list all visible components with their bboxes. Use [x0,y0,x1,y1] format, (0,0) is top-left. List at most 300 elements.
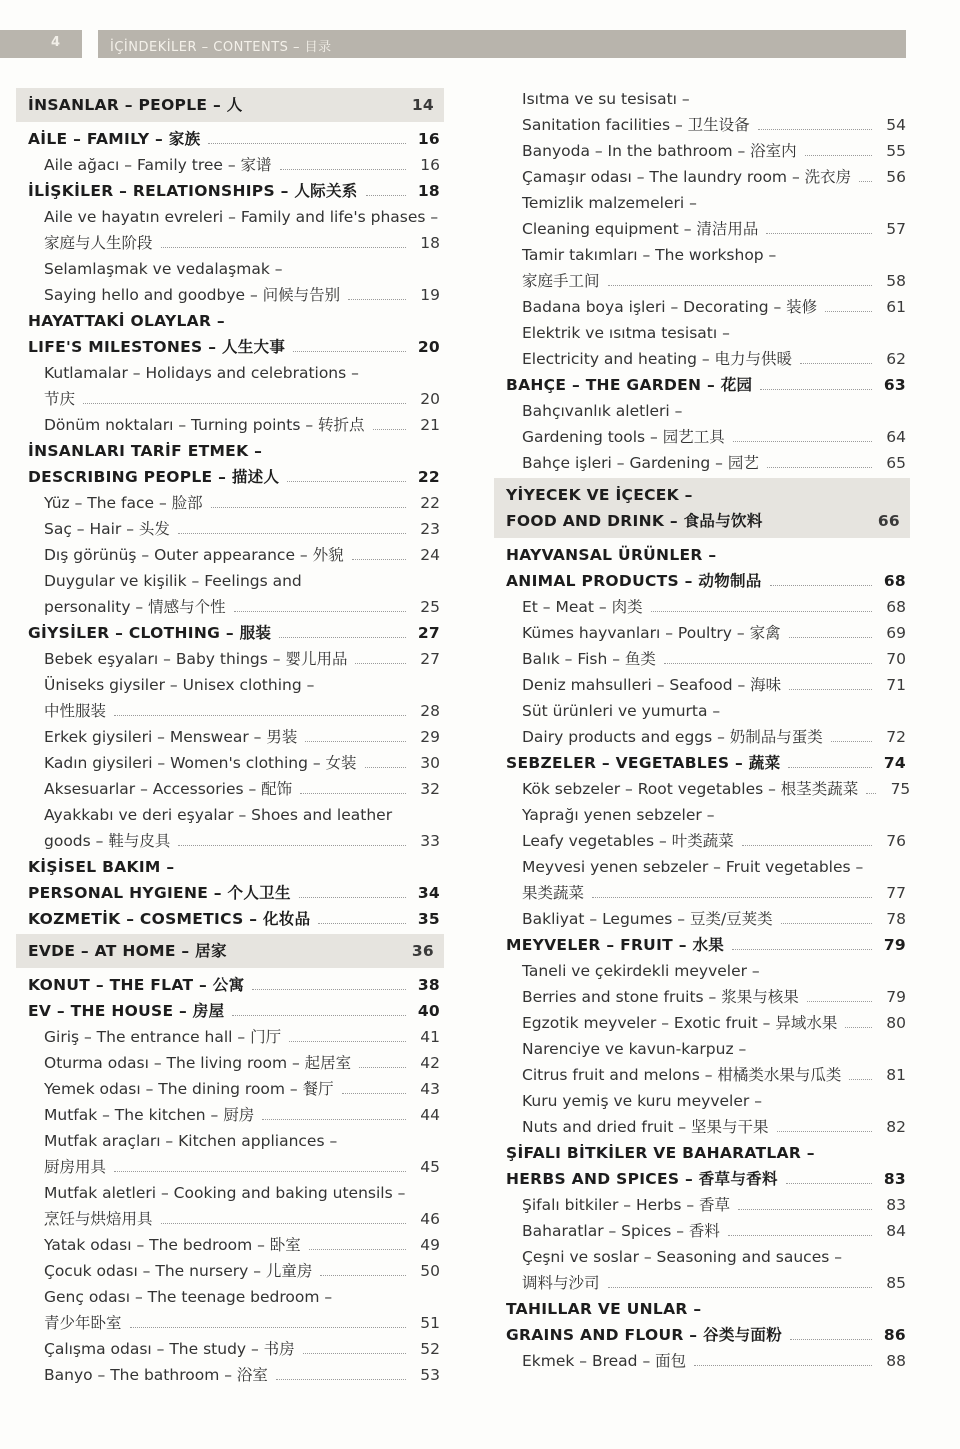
toc-entry-line [506,1322,910,1348]
toc-page-number: 16 [420,156,440,174]
toc-entry-title: KONUT – THE FLAT – 公寓 [28,976,245,994]
toc-page-number: 24 [420,546,440,564]
toc-page-number: 30 [420,754,440,772]
toc-entry-title: BAHÇE – THE GARDEN – 花园 [506,376,753,394]
dot-leader [789,637,872,638]
dot-leader [770,585,872,586]
dot-leader [293,351,406,352]
toc-subentry[interactable] [16,1284,444,1336]
dot-leader [130,1327,406,1328]
toc-subentry[interactable] [16,568,444,620]
toc-entry-title: Erkek giysileri – Menswear – 男装 [44,728,298,746]
toc-subentry[interactable] [494,1218,910,1244]
toc-entry-title: goods – 鞋与皮具 [44,832,171,850]
toc-page-number: 22 [417,468,440,486]
toc-entry-line [44,152,444,178]
toc-subentry[interactable] [494,1036,910,1088]
toc-entry-title: Gardening tools – 园艺工具 [522,428,725,446]
toc-entry-title: personality – 情感与个性 [44,598,226,616]
toc-entry-line [522,450,910,476]
dot-leader [352,559,406,560]
dot-leader [348,299,406,300]
toc-subentry[interactable] [494,906,910,932]
toc-entry-title: 家庭与人生阶段 [44,234,153,252]
toc-subentry[interactable] [494,242,910,294]
toc-entry-line [522,1010,910,1036]
toc-page-number: 61 [886,298,906,316]
toc-entry-line [506,508,910,534]
toc-subentry[interactable] [16,256,444,308]
toc-subentry[interactable] [494,698,910,750]
dot-leader [760,389,872,390]
toc-entry-title: Leafy vegetables – 叶类蔬菜 [522,832,734,850]
toc-entry-title: Bahçe işleri – Gardening – 园艺 [522,454,759,472]
dot-leader [178,845,406,846]
toc-entry-title: Baharatlar – Spices – 香料 [522,1222,720,1240]
toc-subentry[interactable] [16,802,444,854]
toc-entry-line [522,906,910,932]
toc-entry-line [28,972,444,998]
toc-entry-line [522,1192,910,1218]
toc-entry-title: Banyoda – In the bathroom – 浴室内 [522,142,797,160]
toc-entry-line [522,242,910,268]
toc-entry-line [522,1270,910,1296]
toc-subentry[interactable] [16,672,444,724]
toc-entry-title: ŞİFALI BİTKİLER VE BAHARATLAR – [506,1144,815,1162]
toc-chapter-entry[interactable] [16,972,444,998]
toc-subentry[interactable] [494,958,910,1010]
toc-chapter-entry[interactable] [494,372,910,398]
toc-entry-line [506,932,910,958]
toc-page-number: 19 [420,286,440,304]
toc-chapter-entry[interactable] [16,178,444,204]
toc-page-number: 20 [417,338,440,356]
page-number: 4 [50,35,60,50]
toc-entry-title: Saç – Hair – 头发 [44,520,170,538]
toc-subentry[interactable] [494,802,910,854]
dot-leader [694,1365,872,1366]
toc-subentry[interactable] [494,1192,910,1218]
toc-entry-title: Narenciye ve kavun-karpuz – [522,1040,747,1058]
toc-page-number: 45 [420,1158,440,1176]
toc-subentry[interactable] [494,672,910,698]
toc-subentry[interactable] [494,646,910,672]
dot-leader [767,467,872,468]
toc-subentry[interactable] [494,854,910,906]
toc-entry-line [44,1076,444,1102]
toc-entry-line [44,386,444,412]
dot-leader [849,1079,872,1080]
toc-entry-title: Et – Meat – 肉类 [522,598,643,616]
toc-entry-line [522,1114,910,1140]
toc-entry-line [44,828,444,854]
toc-entry-line [44,776,444,802]
toc-entry-title: Çalışma odası – The study – 书房 [44,1340,295,1358]
toc-page-number: 20 [420,390,440,408]
dot-leader [786,1183,872,1184]
toc-page-number: 55 [886,142,906,160]
toc-entry-line [44,698,444,724]
toc-entry-line [522,138,910,164]
toc-page-number: 79 [886,988,906,1006]
toc-entry-line [44,230,444,256]
dot-leader [318,923,406,924]
toc-page-number: 83 [883,1170,906,1188]
toc-entry-line [506,372,910,398]
toc-entry-title: Mutfak araçları – Kitchen appliances – [44,1132,338,1150]
toc-entry-line [44,412,444,438]
dot-leader [365,767,406,768]
toc-entry-title: Saying hello and goodbye – 问候与告别 [44,286,341,304]
toc-page-number: 16 [417,130,440,148]
toc-subentry[interactable] [494,398,910,450]
toc-page-number: 36 [411,942,434,960]
toc-page-number: 35 [417,910,440,928]
toc-entry-title: EV – THE HOUSE – 房屋 [28,1002,225,1020]
toc-entry-title: Selamlaşmak ve vedalaşmak – [44,260,283,278]
toc-entry-title: Bebek eşyaları – Baby things – 婴儿用品 [44,650,348,668]
toc-entry-line [44,1258,444,1284]
toc-page-number: 85 [886,1274,906,1292]
toc-entry-title: MEYVELER – FRUIT – 水果 [506,936,725,954]
toc-entry-line [28,620,444,646]
toc-page-number: 41 [420,1028,440,1046]
dot-leader [114,715,406,716]
dot-leader [276,1379,406,1380]
toc-page-number: 76 [886,832,906,850]
dot-leader [807,1001,872,1002]
toc-chapter-entry[interactable] [494,1296,910,1348]
toc-subentry[interactable] [494,1010,910,1036]
toc-page-number: 44 [420,1106,440,1124]
toc-chapter-entry[interactable] [16,906,444,932]
toc-entry-title: 调料与沙司 [522,1274,600,1292]
toc-page-number: 68 [886,598,906,616]
dot-leader [788,767,872,768]
toc-entry-line [44,542,444,568]
toc-entry-title: Genç odası – The teenage bedroom – [44,1288,333,1306]
dot-leader [790,1339,872,1340]
toc-entry-title: Dönüm noktaları – Turning points – 转折点 [44,416,365,434]
toc-entry-line [522,216,910,242]
toc-entry-line [44,672,444,698]
toc-page-number: 82 [886,1118,906,1136]
toc-subentry[interactable] [494,1088,910,1140]
toc-entry-title: Citrus fruit and melons – 柑橘类水果与瓜类 [522,1066,842,1084]
dot-leader [664,663,872,664]
toc-entry-title: Kadın giysileri – Women's clothing – 女装 [44,754,357,772]
toc-entry-line [44,256,444,282]
toc-entry-line [44,1180,444,1206]
toc-page-number: 25 [420,598,440,616]
toc-page-number: 77 [886,884,906,902]
toc-entry-line [522,776,910,802]
toc-subentry[interactable] [16,1232,444,1258]
toc-page-number: 62 [886,350,906,368]
toc-entry-title: Balık – Fish – 鱼类 [522,650,656,668]
toc-entry-title: Ekmek – Bread – 面包 [522,1352,687,1370]
dot-leader [262,1119,406,1120]
toc-entry-title: 中性服装 [44,702,107,720]
toc-entry-line [506,1140,910,1166]
toc-entry-line [506,1296,910,1322]
header-title: İÇİNDEKİLER – CONTENTS – 目录 [110,40,332,55]
toc-entry-line [522,1062,910,1088]
toc-subentry[interactable] [494,620,910,646]
toc-chapter-entry[interactable] [494,542,910,594]
toc-page-number: 53 [420,1366,440,1384]
toc-entry-line [522,1244,910,1270]
dot-leader [211,507,406,508]
dot-leader [651,611,872,612]
toc-entry-title: İNSANLARI TARİF ETMEK – [28,442,263,460]
toc-page-number: 56 [886,168,906,186]
toc-entry-line [28,92,444,118]
toc-entry-line [522,294,910,320]
toc-entry-line [28,998,444,1024]
toc-subentry[interactable] [16,516,444,542]
toc-chapter-entry[interactable] [16,126,444,152]
toc-subentry[interactable] [16,724,444,750]
toc-subentry[interactable] [16,204,444,256]
dot-leader [320,1275,406,1276]
toc-chapter-entry[interactable] [494,750,910,776]
toc-subentry[interactable] [494,294,910,320]
toc-page-number: 80 [886,1014,906,1032]
toc-page-number: 69 [886,624,906,642]
dot-leader [766,233,872,234]
page-number-box [0,30,82,58]
toc-entry-title: Bakliyat – Legumes – 豆类/豆荚类 [522,910,773,928]
toc-part-heading[interactable] [494,478,910,538]
toc-entry-line [28,334,444,360]
toc-entry-line [522,984,910,1010]
toc-chapter-entry[interactable] [494,932,910,958]
toc-entry-line [44,568,444,594]
toc-subentry[interactable] [16,1128,444,1180]
toc-entry-title: Dış görünüş – Outer appearance – 外貌 [44,546,344,564]
toc-entry-line [522,698,910,724]
dot-leader [299,897,406,898]
toc-entry-line [522,1036,910,1062]
toc-chapter-entry[interactable] [16,620,444,646]
toc-subentry[interactable] [16,750,444,776]
dot-leader [161,1223,406,1224]
toc-entry-line [522,958,910,984]
dot-leader [309,1249,406,1250]
toc-entry-title: Aksesuarlar – Accessories – 配饰 [44,780,293,798]
dot-leader [303,1353,406,1354]
toc-subentry[interactable] [16,360,444,412]
toc-entry-title: Çeşni ve soslar – Seasoning and sauces – [522,1248,842,1266]
toc-entry-line [522,164,910,190]
toc-entry-line [44,1310,444,1336]
toc-part-heading[interactable] [16,88,444,122]
toc-page-number: 22 [420,494,440,512]
toc-entry-line [28,438,444,464]
page-header [0,30,906,58]
toc-subentry[interactable] [16,412,444,438]
dot-leader [608,1287,872,1288]
toc-subentry[interactable] [494,1348,910,1374]
toc-entry-title: Yemek odası – The dining room – 餐厅 [44,1080,334,1098]
toc-chapter-entry[interactable] [16,998,444,1024]
toc-subentry[interactable] [494,320,910,372]
toc-entry-line [522,86,910,112]
toc-entry-line [44,750,444,776]
toc-page-number: 54 [886,116,906,134]
dot-leader [732,949,872,950]
toc-subentry[interactable] [16,490,444,516]
toc-entry-line [522,594,910,620]
toc-page-number: 64 [886,428,906,446]
dot-leader [859,181,872,182]
toc-entry-title: GİYSİLER – CLOTHING – 服装 [28,624,272,642]
toc-subentry[interactable] [16,1258,444,1284]
toc-entry-line [522,646,910,672]
toc-entry-title: Yaprağı yenen sebzeler – [522,806,715,824]
toc-entry-title: Temizlik malzemeleri – [522,194,697,212]
toc-chapter-entry[interactable] [16,854,444,906]
toc-page-number: 29 [420,728,440,746]
toc-page-number: 42 [420,1054,440,1072]
toc-entry-title: SEBZELER – VEGETABLES – 蔬菜 [506,754,781,772]
toc-page-number: 40 [417,1002,440,1020]
toc-page-number: 34 [417,884,440,902]
toc-page-number: 68 [883,572,906,590]
toc-subentry[interactable] [16,152,444,178]
toc-entry-title: AİLE – FAMILY – 家族 [28,130,201,148]
toc-chapter-entry[interactable] [494,1140,910,1192]
toc-subentry[interactable] [16,1180,444,1232]
toc-entry-title: Berries and stone fruits – 浆果与核果 [522,988,799,1006]
toc-entry-title: Mutfak aletleri – Cooking and baking utensils – [44,1184,406,1202]
toc-subentry[interactable] [16,1050,444,1076]
toc-page-number: 50 [420,1262,440,1280]
toc-entry-line [522,398,910,424]
toc-entry-line [44,1128,444,1154]
toc-subentry[interactable] [16,646,444,672]
toc-part-heading[interactable] [16,934,444,968]
toc-entry-line [28,906,444,932]
toc-entry-line [522,854,910,880]
toc-chapter-entry[interactable] [16,308,444,360]
toc-page-number: 58 [886,272,906,290]
dot-leader [831,741,872,742]
toc-entry-title: Egzotik meyveler – Exotic fruit – 异域水果 [522,1014,838,1032]
toc-subentry[interactable] [494,776,910,802]
dot-leader [758,129,872,130]
toc-entry-title: Badana boya işleri – Decorating – 装修 [522,298,818,316]
toc-entry-title: Kutlamalar – Holidays and celebrations – [44,364,359,382]
toc-entry-line [506,568,910,594]
dot-leader [208,143,406,144]
dot-leader [845,1027,872,1028]
toc-entry-title: Cleaning equipment – 清洁用品 [522,220,759,238]
toc-entry-title: TAHILLAR VE UNLAR – [506,1300,702,1318]
toc-entry-title: Kuru yemiş ve kuru meyveler – [522,1092,762,1110]
toc-entry-title: Aile ağacı – Family tree – 家谱 [44,156,272,174]
dot-leader [359,1067,406,1068]
toc-entry-line [44,360,444,386]
dot-leader [866,793,876,794]
toc-entry-title: KİŞİSEL BAKIM – [28,858,175,876]
toc-page-number: 51 [420,1314,440,1332]
toc-subentry[interactable] [494,86,910,138]
toc-entry-line [522,1218,910,1244]
toc-entry-line [28,938,444,964]
toc-entry-title: DESCRIBING PEOPLE – 描述人 [28,468,280,486]
toc-subentry[interactable] [16,1076,444,1102]
dot-leader [805,155,872,156]
toc-page-number: 27 [420,650,440,668]
toc-entry-title: Yüz – The face – 脸部 [44,494,203,512]
toc-entry-line [522,828,910,854]
toc-subentry[interactable] [494,164,910,190]
toc-subentry[interactable] [494,190,910,242]
toc-page-number: 28 [420,702,440,720]
dot-leader [161,247,406,248]
toc-entry-line [522,268,910,294]
toc-subentry[interactable] [494,138,910,164]
toc-subentry[interactable] [16,1102,444,1128]
dot-leader [366,195,406,196]
toc-entry-line [44,1102,444,1128]
toc-entry-line [28,308,444,334]
toc-entry-title: 烹饪与烘焙用具 [44,1210,153,1228]
toc-entry-line [506,482,910,508]
toc-page-number: 57 [886,220,906,238]
toc-entry-title: Oturma odası – The living room – 起居室 [44,1054,352,1072]
toc-entry-line [522,190,910,216]
toc-entry-title: Üniseks giysiler – Unisex clothing – [44,676,315,694]
toc-subentry[interactable] [16,1024,444,1050]
toc-entry-title: 厨房用具 [44,1158,107,1176]
toc-page-number: 71 [886,676,906,694]
toc-entry-title: Meyvesi yenen sebzeler – Fruit vegetables – [522,858,864,876]
dot-leader [232,1015,406,1016]
toc-subentry[interactable] [16,1336,444,1362]
header-title-bar [98,30,906,58]
dot-leader [279,637,406,638]
toc-page-number: 74 [883,754,906,772]
toc-entry-line [28,854,444,880]
toc-page-number: 70 [886,650,906,668]
dot-leader [114,1171,406,1172]
toc-entry-line [44,282,444,308]
toc-page-number: 65 [886,454,906,472]
toc-subentry[interactable] [16,542,444,568]
toc-page-number: 63 [883,376,906,394]
toc-chapter-entry[interactable] [16,438,444,490]
toc-page-number: 75 [890,780,911,798]
dot-leader [789,689,872,690]
toc-entry-line [44,490,444,516]
dot-leader [825,311,872,312]
toc-subentry[interactable] [16,776,444,802]
toc-subentry[interactable] [16,1362,444,1388]
toc-entry-title: HAYATTAKİ OLAYLAR – [28,312,225,330]
dot-leader [800,363,872,364]
toc-subentry[interactable] [494,1244,910,1296]
toc-entry-line [44,1050,444,1076]
toc-subentry[interactable] [494,450,910,476]
toc-entry-title: YİYECEK VE İÇECEK – [506,486,693,504]
toc-subentry[interactable] [494,594,910,620]
dot-leader [83,403,406,404]
toc-entry-title: HERBS AND SPICES – 香草与香料 [506,1170,778,1188]
toc-entry-line [506,750,910,776]
